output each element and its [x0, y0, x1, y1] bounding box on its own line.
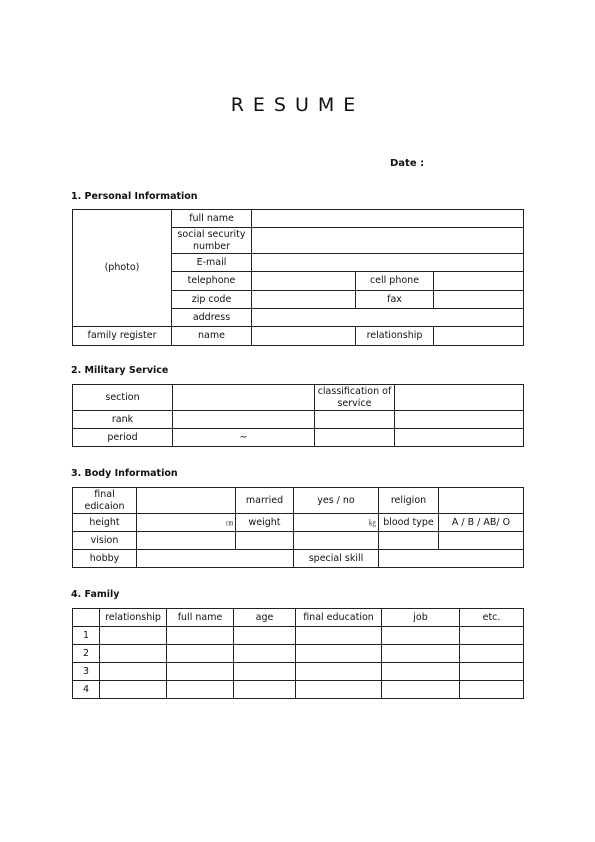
row-number: 2 [73, 645, 100, 663]
vision-field[interactable] [137, 532, 236, 550]
classification-label: classification of service [315, 385, 395, 411]
zip-code-field[interactable] [252, 291, 356, 309]
etc-cell[interactable] [460, 627, 524, 645]
weight-label: weight [236, 514, 294, 532]
final-education-cell[interactable] [296, 681, 382, 699]
final-education-cell[interactable] [296, 645, 382, 663]
age-cell[interactable] [234, 681, 296, 699]
relationship-cell[interactable] [100, 645, 167, 663]
job-cell[interactable] [382, 627, 460, 645]
photo-cell[interactable] [73, 210, 172, 327]
date-label: Date : [390, 158, 425, 169]
age-cell[interactable] [234, 663, 296, 681]
family-header-job: job [382, 609, 460, 627]
ssn-field[interactable] [252, 228, 524, 254]
period-extra-field-2[interactable] [395, 429, 524, 447]
job-cell[interactable] [382, 645, 460, 663]
hobby-label: hobby [73, 550, 137, 568]
table-row [73, 627, 524, 645]
hobby-field[interactable] [137, 550, 294, 568]
special-skill-field[interactable] [379, 550, 524, 568]
address-label: address [172, 309, 252, 327]
address-field[interactable] [252, 309, 524, 327]
full-name-cell[interactable] [167, 663, 234, 681]
vision-extra-field-4[interactable] [439, 532, 524, 550]
religion-field[interactable] [439, 488, 524, 514]
family-table [72, 608, 524, 699]
rank-extra-field-2[interactable] [395, 411, 524, 429]
telephone-label: telephone [172, 272, 252, 291]
photo-label: (photo) [104, 262, 140, 273]
family-heading: 4. Family [71, 589, 120, 600]
vision-label: vision [73, 532, 137, 550]
etc-cell[interactable] [460, 645, 524, 663]
family-header-full-name: full name [167, 609, 234, 627]
rank-label: rank [73, 411, 173, 429]
kg-unit: ㎏ [369, 518, 376, 527]
row-number: 4 [73, 681, 100, 699]
relationship-field[interactable] [434, 327, 524, 346]
family-header-age: age [234, 609, 296, 627]
fax-field[interactable] [434, 291, 524, 309]
job-cell[interactable] [382, 663, 460, 681]
relationship-cell[interactable] [100, 681, 167, 699]
ssn-label: social security number [172, 228, 252, 254]
period-label: period [73, 429, 173, 447]
rank-field[interactable] [173, 411, 315, 429]
cell-phone-field[interactable] [434, 272, 524, 291]
height-label: height [73, 514, 137, 532]
vision-extra-field-2[interactable] [294, 532, 379, 550]
vision-extra-field-3[interactable] [379, 532, 439, 550]
full-name-cell[interactable] [167, 645, 234, 663]
final-education-cell[interactable] [296, 663, 382, 681]
etc-cell[interactable] [460, 663, 524, 681]
rank-extra-field[interactable] [315, 411, 395, 429]
vision-extra-field[interactable] [236, 532, 294, 550]
page-title: RESUME [230, 94, 365, 116]
full-name-cell[interactable] [167, 681, 234, 699]
blood-type-label: blood type [379, 514, 439, 532]
final-education-cell[interactable] [296, 627, 382, 645]
period-field[interactable] [173, 429, 315, 447]
email-label: E-mail [172, 254, 252, 272]
relationship-label: relationship [356, 327, 434, 346]
height-field[interactable] [137, 514, 236, 532]
age-cell[interactable] [234, 627, 296, 645]
personal-info-table [72, 209, 524, 346]
section-label: section [73, 385, 173, 411]
period-tilde: ~ [239, 431, 248, 443]
military-service-table [72, 384, 524, 447]
period-extra-field[interactable] [315, 429, 395, 447]
military-heading: 2. Military Service [71, 365, 169, 376]
name-field[interactable] [252, 327, 356, 346]
family-header-etc: etc. [460, 609, 524, 627]
special-skill-label: special skill [294, 550, 379, 568]
full-name-field[interactable] [252, 210, 524, 228]
cm-unit: ㎝ [226, 518, 233, 527]
classification-field[interactable] [395, 385, 524, 411]
yes-no-option: yes / no [317, 494, 355, 506]
family-register-label: family register [73, 327, 172, 346]
relationship-cell[interactable] [100, 627, 167, 645]
name-label: name [172, 327, 252, 346]
body-info-table [72, 487, 524, 568]
married-field[interactable] [294, 488, 379, 514]
relationship-cell[interactable] [100, 663, 167, 681]
fax-label: fax [356, 291, 434, 309]
email-field[interactable] [252, 254, 524, 272]
religion-label: religion [379, 488, 439, 514]
zip-code-label: zip code [172, 291, 252, 309]
family-header-final-education: final education [296, 609, 382, 627]
blood-type-options: A / B / AB/ O [451, 516, 511, 528]
table-row [73, 681, 524, 699]
job-cell[interactable] [382, 681, 460, 699]
full-name-cell[interactable] [167, 627, 234, 645]
table-row [73, 645, 524, 663]
family-header-relationship: relationship [100, 609, 167, 627]
row-number: 3 [73, 663, 100, 681]
weight-field[interactable] [294, 514, 379, 532]
telephone-field[interactable] [252, 272, 356, 291]
final-education-field[interactable] [137, 488, 236, 514]
section-field[interactable] [173, 385, 315, 411]
body-heading: 3. Body Information [71, 468, 178, 479]
full-name-label: full name [172, 210, 252, 228]
etc-cell[interactable] [460, 681, 524, 699]
family-header-number [73, 609, 100, 627]
row-number: 1 [73, 627, 100, 645]
cell-phone-label: cell phone [356, 272, 434, 291]
table-row [73, 663, 524, 681]
age-cell[interactable] [234, 645, 296, 663]
married-label: married [236, 488, 294, 514]
final-education-label: final edicaion [73, 488, 137, 514]
personal-heading: 1. Personal Information [71, 191, 198, 202]
blood-type-field[interactable] [439, 514, 524, 532]
